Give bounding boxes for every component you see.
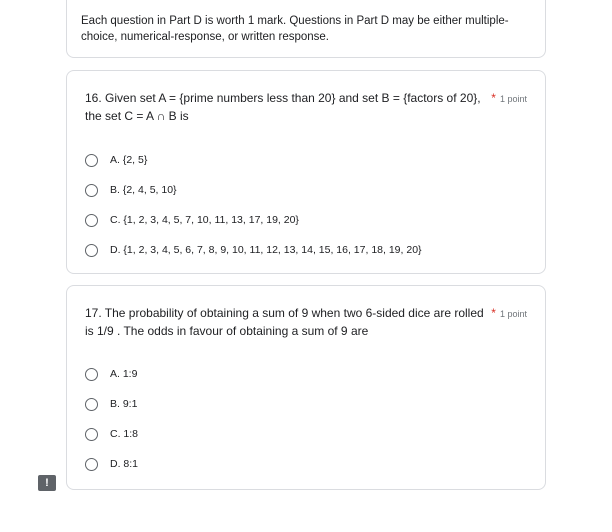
radio-option-a[interactable]	[85, 359, 138, 389]
option-label: D. {1, 2, 3, 4, 5, 6, 7, 8, 9, 10, 11, 12, 13, 14, 15, 16, 17, 18, 19, 20}	[110, 244, 422, 256]
radio-option-c[interactable]	[85, 419, 138, 449]
points-label: 1 point	[499, 94, 527, 104]
question-title: 16. Given set A = {prime numbers less than 20} and set B = {factors of 20}, the set C = A ∩ B is	[85, 91, 481, 123]
radio-option-b[interactable]	[85, 389, 138, 419]
option-label: A. 1:9	[110, 368, 138, 380]
section-description: Each question in Part D is worth 1 mark. Questions in Part D may be either multiple-choice, numerical-response, or written response.	[81, 15, 509, 43]
required-asterisk: *	[491, 306, 496, 320]
option-label: B. {2, 4, 5, 10}	[110, 184, 177, 196]
required-asterisk: *	[491, 91, 496, 105]
report-issue-icon[interactable]: !	[38, 475, 56, 491]
radio-option-d[interactable]	[85, 449, 138, 479]
radio-button[interactable]	[85, 154, 98, 167]
radio-option-b[interactable]	[85, 175, 422, 205]
option-label: C. {1, 2, 3, 4, 5, 7, 10, 11, 13, 17, 19, 20}	[110, 214, 299, 226]
question-card-17	[66, 285, 546, 490]
radio-button[interactable]	[85, 458, 98, 471]
option-label: C. 1:8	[110, 428, 139, 440]
option-label: A. {2, 5}	[110, 154, 148, 166]
radio-button[interactable]	[85, 368, 98, 381]
radio-option-d[interactable]	[85, 235, 422, 265]
option-label: B. 9:1	[110, 398, 138, 410]
answer-options	[85, 145, 422, 265]
radio-button[interactable]	[85, 244, 98, 257]
answer-options	[85, 359, 138, 479]
radio-button[interactable]	[85, 214, 98, 227]
section-description-card	[66, 0, 546, 58]
option-label: D. 8:1	[110, 458, 139, 470]
radio-button[interactable]	[85, 184, 98, 197]
radio-option-a[interactable]	[85, 145, 422, 175]
question-card-16	[66, 70, 546, 274]
radio-button[interactable]	[85, 428, 98, 441]
question-points	[491, 304, 527, 323]
points-label: 1 point	[499, 309, 527, 319]
question-points	[491, 89, 527, 108]
radio-button[interactable]	[85, 398, 98, 411]
radio-option-c[interactable]	[85, 205, 422, 235]
question-title: 17. The probability of obtaining a sum of 9 when two 6-sided dice are rolled is 1/9 . The odds in favour of obtaining a sum of 9 are	[85, 306, 484, 338]
